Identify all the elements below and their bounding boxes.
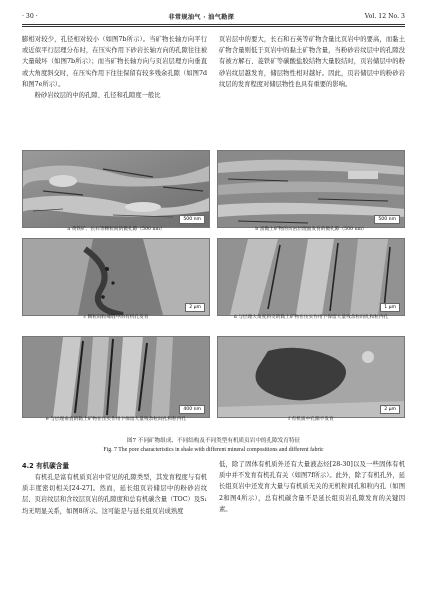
sem-panel-f (217, 336, 405, 432)
sem-image-b (217, 150, 405, 228)
sem-panel-a (22, 150, 210, 234)
paragraph: 膨相对较少，孔径相对较小（如图7b所示）。当矿物长轴方向平行或近似平行层理分布时，在压实作用下砂岩长轴方向的孔隙往往被大量破坏（如图7b所示）；而当矿物长轴方向与页岩层理方向垂直或大角度斜交时，在压实作用下往往保留有较多残余孔隙（如图7d和图7e所示）。 (22, 36, 207, 88)
header-rule-thin (22, 26, 405, 27)
figure-caption (22, 437, 405, 455)
body-text-left-top (22, 34, 207, 101)
panel-caption: c 颗粒间粒缘缝中的有机孔发育 (83, 315, 149, 320)
body-text-left-bottom (22, 472, 207, 517)
sem-panel-d (217, 238, 405, 334)
paragraph: 粉砂岩纹层的中的孔隙、孔径和孔隙度一般比 (34, 92, 161, 100)
panel-caption: a 黄铁矿、长石等颗粒间的微孔隙（500 nm） (67, 227, 165, 232)
header-rule (22, 24, 405, 25)
sem-panel-b (217, 150, 405, 234)
scale-bar: 400 nm (179, 405, 205, 414)
body-text-right-bottom (219, 459, 405, 515)
paragraph: 页岩层中的要大，长石和石英等矿物含量比页岩中的要高，而黏土矿物含量则低于页岩中的黏土矿物含量，当粉砂岩纹层中的孔隙没有被方解石、菱铁矿等碳酸盐胶结物大量胶结时，页岩储层中的粉砂岩纹层越发育，储层物性相对越好。因此，页岩储层中的粉砂岩纹层的发育程度对储层物性也具有重要的影响。 (219, 36, 405, 88)
scale-bar: 500 nm (179, 215, 205, 224)
page-number: · 30 · (22, 12, 38, 20)
sem-image-d (217, 238, 405, 316)
panel-caption: f 有机质中孔隙不发育 (288, 417, 334, 422)
sem-panel-c (22, 238, 210, 328)
body-text-right-top (219, 34, 405, 90)
paragraph: 低，除了固体有机质外还有大量液态烃[28-30]以及一些固体有机质中并不发育有机孔有关（如图7f所示）。此外，除了有机孔外，延长组页岩中还发育大量与有机质无关的无机粒间孔和粒内孔（如图2和图4所示），总有机碳含量不是延长组页岩孔隙发育的关键因素。 (219, 461, 405, 513)
figure-caption-en: Fig. 7 The pore characteristics in shale with different mineral compositions and different fabric (103, 447, 324, 453)
scale-bar: 2 μm (380, 405, 400, 414)
volume-issue: Vol. 12 No. 3 (364, 12, 405, 20)
figure-caption-cn: 图7 不同矿物组成、不同结构及不同类型有机质页岩中的孔隙发育特征 (126, 438, 301, 444)
sem-image-a (22, 150, 210, 228)
panel-caption: b 富黏土矿物的页岩层理面发育的微孔隙（500 nm） (255, 227, 367, 232)
scale-bar: 2 μm (185, 303, 205, 312)
scale-bar: 1 μm (380, 303, 400, 312)
sem-image-f (217, 336, 405, 418)
figure-7 (22, 150, 405, 434)
panel-caption: e 与层理垂直的黏土矿物在压实作用下保留大量残余粒间孔和粒内孔 (45, 417, 187, 422)
section-heading: 4.2 有机碳含量 (22, 462, 69, 470)
journal-name: 非常规油气 · 油气勘探 (168, 13, 235, 21)
scale-bar: 500 nm (374, 215, 400, 224)
sem-image-e (22, 336, 210, 418)
paragraph: 有机孔是富有机质页岩中常见的孔隙类型，其发育程度与有机质丰度密切相关[24-27]。然而，延长组页岩储层中的粉砂岩纹层、页岩纹层和含纹层页岩的孔隙度和总有机碳含量（TOC）及S₁均无明显关系，如图8所示。这可能是与延长组页岩成熟度 (22, 474, 207, 515)
sem-image-c (22, 238, 210, 316)
running-header (22, 10, 405, 22)
panel-caption: d 与层理大角度斜交的黏土矿物在压实作用下保留大量残余粒间孔和粒内孔 (233, 315, 389, 320)
sem-panel-e (22, 336, 210, 432)
